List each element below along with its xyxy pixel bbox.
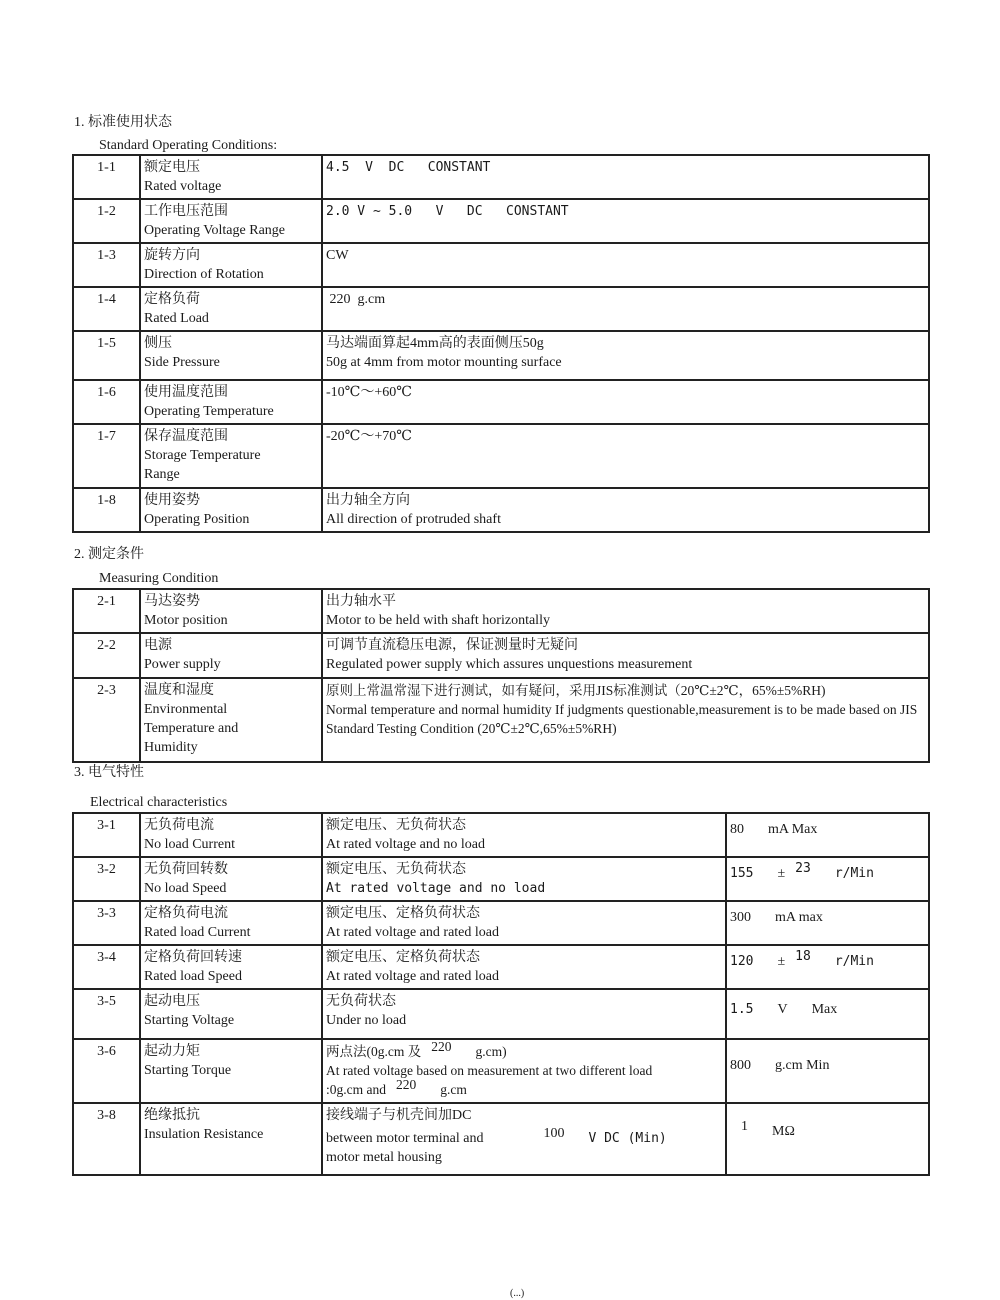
table-row: [73, 1039, 929, 1103]
table-row: [73, 331, 929, 380]
measuring-condition-table: [72, 588, 930, 763]
item-number: 1-7: [73, 424, 140, 488]
section1-heading: 1. 标准使用状态: [74, 115, 172, 130]
item-value: -10℃～+60℃: [322, 380, 929, 424]
item-number: 1-2: [73, 199, 140, 243]
item-spec: 1.5 V Max: [726, 989, 929, 1039]
item-number: 3-6: [73, 1039, 140, 1103]
item-label: 电源 Power supply: [140, 633, 322, 678]
item-number: 1-6: [73, 380, 140, 424]
item-label: 起动力矩 Starting Torque: [140, 1039, 322, 1103]
item-spec: 300 mA max: [726, 901, 929, 945]
item-condition: 接线端子与机壳间加DC between motor terminal and 100 V DC (Min) motor metal housing: [322, 1103, 726, 1175]
item-spec: 1 MΩ: [726, 1103, 929, 1175]
item-condition: 额定电压、无负荷状态 At rated voltage and no load: [322, 813, 726, 857]
item-condition: 两点法(0g.cm 及 220 g.cm) At rated voltage based on measurement at two different load :0g.cm and 220 g.cm: [322, 1039, 726, 1103]
item-label: 使用姿势 Operating Position: [140, 488, 322, 532]
item-label: 定格负荷回转速 Rated load Speed: [140, 945, 322, 989]
table-row: [73, 424, 929, 488]
item-value: 可调节直流稳压电源，保证测量时无疑问 Regulated power supply which assures unquestions measurement: [322, 633, 929, 678]
standard-operating-conditions-table: [72, 154, 930, 533]
electrical-characteristics-table: [72, 812, 930, 1176]
table-row: [73, 199, 929, 243]
section2-heading: 2. 测定条件: [74, 547, 144, 562]
item-label: 无负荷电流 No load Current: [140, 813, 322, 857]
item-number: 1-5: [73, 331, 140, 380]
section1-subheading: Standard Operating Conditions:: [99, 138, 278, 153]
item-number: 3-8: [73, 1103, 140, 1175]
item-label: 定格负荷 Rated Load: [140, 287, 322, 331]
section3-subheading: Electrical characteristics: [90, 795, 228, 810]
item-condition: 额定电压、无负荷状态 At rated voltage and no load: [322, 857, 726, 901]
item-label: 无负荷回转数 No load Speed: [140, 857, 322, 901]
item-number: 3-2: [73, 857, 140, 901]
item-label: 额定电压 Rated voltage: [140, 155, 322, 199]
item-number: 1-8: [73, 488, 140, 532]
item-number: 1-3: [73, 243, 140, 287]
item-spec: 120 ± 18 r/Min: [726, 945, 929, 989]
item-spec: 80 mA Max: [726, 813, 929, 857]
item-number: 3-3: [73, 901, 140, 945]
item-spec: 800 g.cm Min: [726, 1039, 929, 1103]
item-condition: 无负荷状态 Under no load: [322, 989, 726, 1039]
item-label: 工作电压范围 Operating Voltage Range: [140, 199, 322, 243]
item-number: 2-3: [73, 678, 140, 762]
item-value: 220 g.cm: [322, 287, 929, 331]
section2-subheading: Measuring Condition: [99, 571, 219, 586]
item-label: 侧压 Side Pressure: [140, 331, 322, 380]
item-number: 3-5: [73, 989, 140, 1039]
table-row: [73, 488, 929, 532]
item-value: 出力轴水平 Motor to be held with shaft horizontally: [322, 589, 929, 633]
item-spec: 155 ± 23 r/Min: [726, 857, 929, 901]
item-number: 2-1: [73, 589, 140, 633]
item-label: 起动电压 Starting Voltage: [140, 989, 322, 1039]
item-value: 4.5 V DC CONSTANT: [322, 155, 929, 199]
item-number: 3-1: [73, 813, 140, 857]
item-label: 保存温度范围 Storage Temperature Range: [140, 424, 322, 488]
table-row: [73, 1103, 929, 1175]
page-footer: (...): [510, 1288, 525, 1299]
table-row: [73, 155, 929, 199]
item-value: 2.0 V ~ 5.0 V DC CONSTANT: [322, 199, 929, 243]
table-row: [73, 857, 929, 901]
item-condition: 额定电压、定格负荷状态 At rated voltage and rated load: [322, 901, 726, 945]
table-row: [73, 287, 929, 331]
item-value: 出力轴全方向 All direction of protruded shaft: [322, 488, 929, 532]
item-number: 3-4: [73, 945, 140, 989]
item-condition: 额定电压、定格负荷状态 At rated voltage and rated load: [322, 945, 726, 989]
item-label: 旋转方向 Direction of Rotation: [140, 243, 322, 287]
item-number: 1-1: [73, 155, 140, 199]
table-row: [73, 813, 929, 857]
table-row: [73, 633, 929, 678]
table-row: [73, 901, 929, 945]
table-row: [73, 380, 929, 424]
item-label: 温度和湿度 Environmental Temperature and Humidity: [140, 678, 322, 762]
item-value: CW: [322, 243, 929, 287]
item-label: 绝缘抵抗 Insulation Resistance: [140, 1103, 322, 1175]
table-row: [73, 945, 929, 989]
table-row: [73, 243, 929, 287]
item-number: 1-4: [73, 287, 140, 331]
item-number: 2-2: [73, 633, 140, 678]
table-row: [73, 989, 929, 1039]
table-row: [73, 678, 929, 762]
item-label: 马达姿势 Motor position: [140, 589, 322, 633]
section3-heading: 3. 电气特性: [74, 765, 144, 780]
item-label: 使用温度范围 Operating Temperature: [140, 380, 322, 424]
item-label: 定格负荷电流 Rated load Current: [140, 901, 322, 945]
table-row: [73, 589, 929, 633]
item-value: 马达端面算起4mm高的表面侧压50g 50g at 4mm from motor mounting surface: [322, 331, 929, 380]
item-value: 原则上常温常湿下进行测试，如有疑问，采用JIS标准测试（20℃±2℃，65%±5%RH) Normal temperature and normal humidity If judgments questionable,measurement is to be made based on JIS Standard Testing Condition (20℃±2℃,65%±5%RH): [322, 678, 929, 762]
item-value: -20℃～+70℃: [322, 424, 929, 488]
